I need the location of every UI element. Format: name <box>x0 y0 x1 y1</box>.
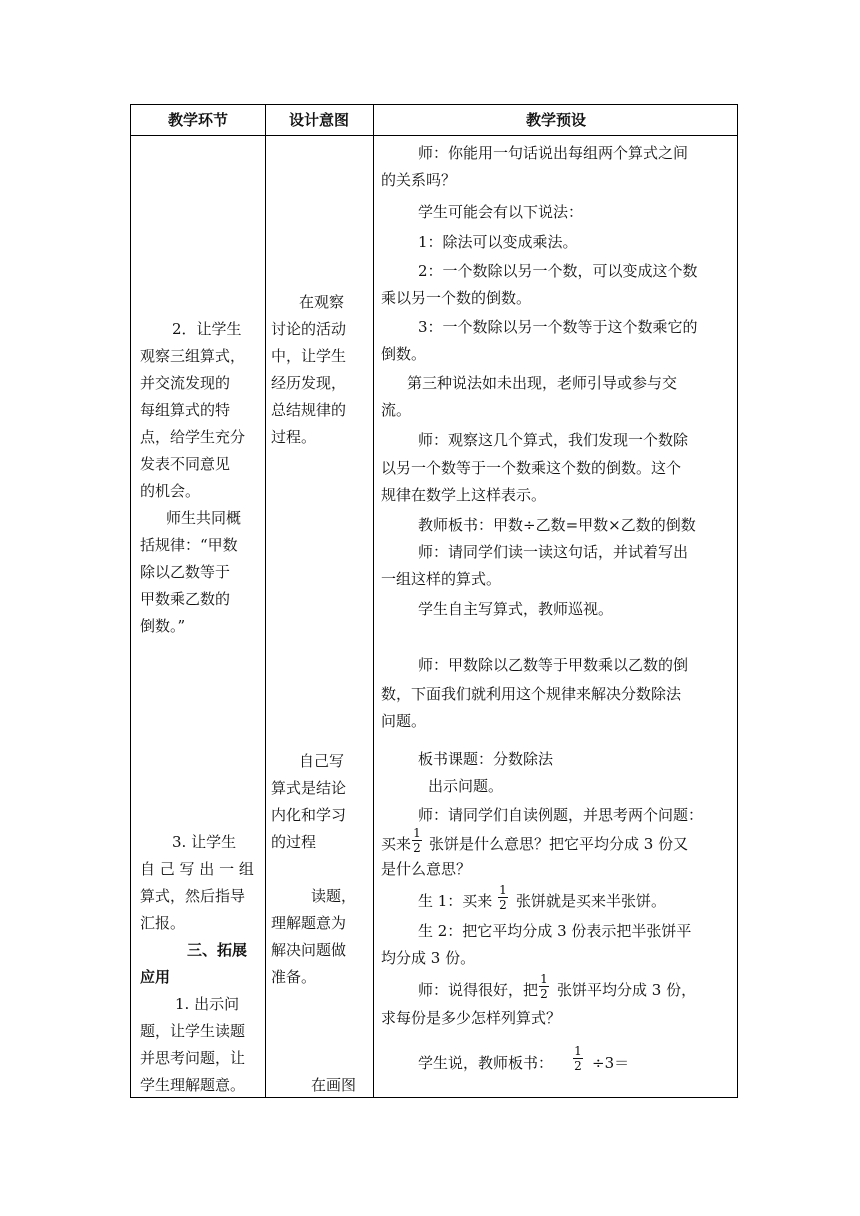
column-divider <box>265 105 266 1097</box>
plan-text-line: 出示问题。 <box>428 777 504 795</box>
intent-text-line: 解决问题做 <box>271 941 347 959</box>
blackboard-title: 板书课题：分数除法 <box>418 750 554 768</box>
plan-text-line: 师：你能用一句话说出每组两个算式之间 <box>418 144 689 162</box>
plan-text-line: 乘以另一个数的倒数。 <box>381 289 532 307</box>
plan-text-line: 1：除法可以变成乘法。 <box>418 233 578 251</box>
intent-text-line: 自己写 <box>299 752 345 770</box>
plan-text-line: 张饼就是买来半张饼。 <box>516 892 667 910</box>
lesson-plan-table <box>130 104 738 1098</box>
intent-text-line: 经历发现， <box>271 374 347 392</box>
plan-text-line: 倒数。 <box>381 345 427 363</box>
stage-text-line: 自 己 写 出 一 组 <box>140 860 254 878</box>
fraction-one-half: 1 2 <box>574 1044 582 1073</box>
plan-text-line: 问题。 <box>381 712 427 730</box>
stage-text-line: 点，给学生充分 <box>140 428 246 446</box>
stage-text-line: 并交流发现的 <box>140 374 231 392</box>
fraction-one-half: 1 2 <box>499 883 507 912</box>
stage-text-line: 的机会。 <box>140 482 201 500</box>
plan-text-line: 张饼是什么意思？把它平均分成 3 份又 <box>429 835 689 853</box>
intent-text-line: 过程。 <box>271 428 317 446</box>
stage-text-line: 学生理解题意。 <box>140 1076 246 1094</box>
stage-text-line: 观察三组算式， <box>140 347 246 365</box>
plan-text-line: 张饼平均分成 3 份， <box>557 981 697 999</box>
fraction-one-half: 1 2 <box>540 972 548 1001</box>
plan-text-line: 生 1：买来 <box>418 892 493 910</box>
header-teaching-plan: 教学预设 <box>525 111 586 129</box>
stage-text-line: 除以乙数等于 <box>140 563 231 581</box>
stage-text-line: 题，让学生读题 <box>140 1022 246 1040</box>
plan-text-line: 师：请同学们读一读这句话，并试着写出 <box>418 543 689 561</box>
stage-text-line: 3. 让学生 <box>172 833 237 851</box>
section-heading: 三、拓展 <box>187 941 248 959</box>
plan-text-line: 均分成 3 份。 <box>381 949 476 967</box>
intent-text-line: 准备。 <box>271 968 317 986</box>
blackboard-rule: 教师板书：甲数÷乙数=甲数×乙数的倒数 <box>418 516 696 534</box>
plan-text-line: 师：请同学们自读例题，并思考两个问题： <box>418 806 704 824</box>
stage-text-line: 算式，然后指导 <box>140 887 246 905</box>
fraction-one-half: 1 2 <box>413 826 421 855</box>
plan-text-line: 是什么意思？ <box>381 860 472 878</box>
plan-text-line: 师：甲数除以乙数等于甲数乘以乙数的倒 <box>418 656 689 674</box>
intent-text-line: 总结规律的 <box>271 401 347 419</box>
plan-text-line: 买来 <box>381 835 412 853</box>
stage-text-line: 每组算式的特 <box>140 401 231 419</box>
intent-text-line: 在画图 <box>311 1076 357 1094</box>
intent-text-line: 中，让学生 <box>271 347 347 365</box>
stage-text-line: 并思考问题，让 <box>140 1049 246 1067</box>
stage-text-line: 括规律：“甲数 <box>140 536 238 554</box>
plan-text-line: 学生说，教师板书： <box>418 1054 554 1072</box>
intent-text-line: 读题， <box>311 887 357 905</box>
header-teaching-stage: 教学环节 <box>167 111 228 129</box>
plan-text-line: 学生可能会有以下说法： <box>418 203 584 221</box>
plan-text-line: 学生自主写算式，教师巡视。 <box>418 600 614 618</box>
intent-text-line: 理解题意为 <box>271 914 347 932</box>
plan-text-line: 求每份是多少怎样列算式？ <box>381 1009 562 1027</box>
stage-text-line: 汇报。 <box>140 914 186 932</box>
plan-text-line: 生 2：把它平均分成 3 份表示把半张饼平 <box>418 922 692 940</box>
intent-text-line: 在观察 <box>299 293 345 311</box>
stage-text-line: 师生共同概 <box>166 509 242 527</box>
intent-text-line: 内化和学习 <box>271 806 347 824</box>
intent-text-line: 讨论的活动 <box>271 320 347 338</box>
plan-text-line: ÷3＝ <box>592 1054 630 1072</box>
stage-text-line: 发表不同意见 <box>140 455 231 473</box>
plan-text-line: 师：观察这几个算式，我们发现一个数除 <box>418 431 689 449</box>
stage-text-line: 倒数。” <box>140 617 186 635</box>
plan-text-line: 流。 <box>381 401 412 419</box>
plan-text-line: 数，下面我们就利用这个规律来解决分数除法 <box>381 685 682 703</box>
header-design-intent: 设计意图 <box>288 111 349 129</box>
stage-text-line: 甲数乘乙数的 <box>140 590 231 608</box>
plan-text-line: 2：一个数除以另一个数，可以变成这个数 <box>418 262 698 280</box>
plan-text-line: 一组这样的算式。 <box>381 570 502 588</box>
column-divider <box>373 105 374 1097</box>
stage-text-line: 2．让学生 <box>172 320 242 338</box>
intent-text-line: 算式是结论 <box>271 779 347 797</box>
section-heading: 应用 <box>140 968 171 986</box>
stage-text-line: 1. 出示问 <box>175 995 240 1013</box>
plan-text-line: 师：说得很好，把 <box>418 981 539 999</box>
plan-text-line: 规律在数学上这样表示。 <box>381 486 547 504</box>
plan-text-line: 3：一个数除以另一个数等于这个数乘它的 <box>418 318 698 336</box>
header-divider <box>131 135 737 136</box>
plan-text-line: 第三种说法如未出现，老师引导或参与交 <box>407 374 678 392</box>
plan-text-line: 以另一个数等于一个数乘这个数的倒数。这个 <box>381 459 682 477</box>
intent-text-line: 的过程 <box>271 833 317 851</box>
plan-text-line: 的关系吗？ <box>381 171 457 189</box>
